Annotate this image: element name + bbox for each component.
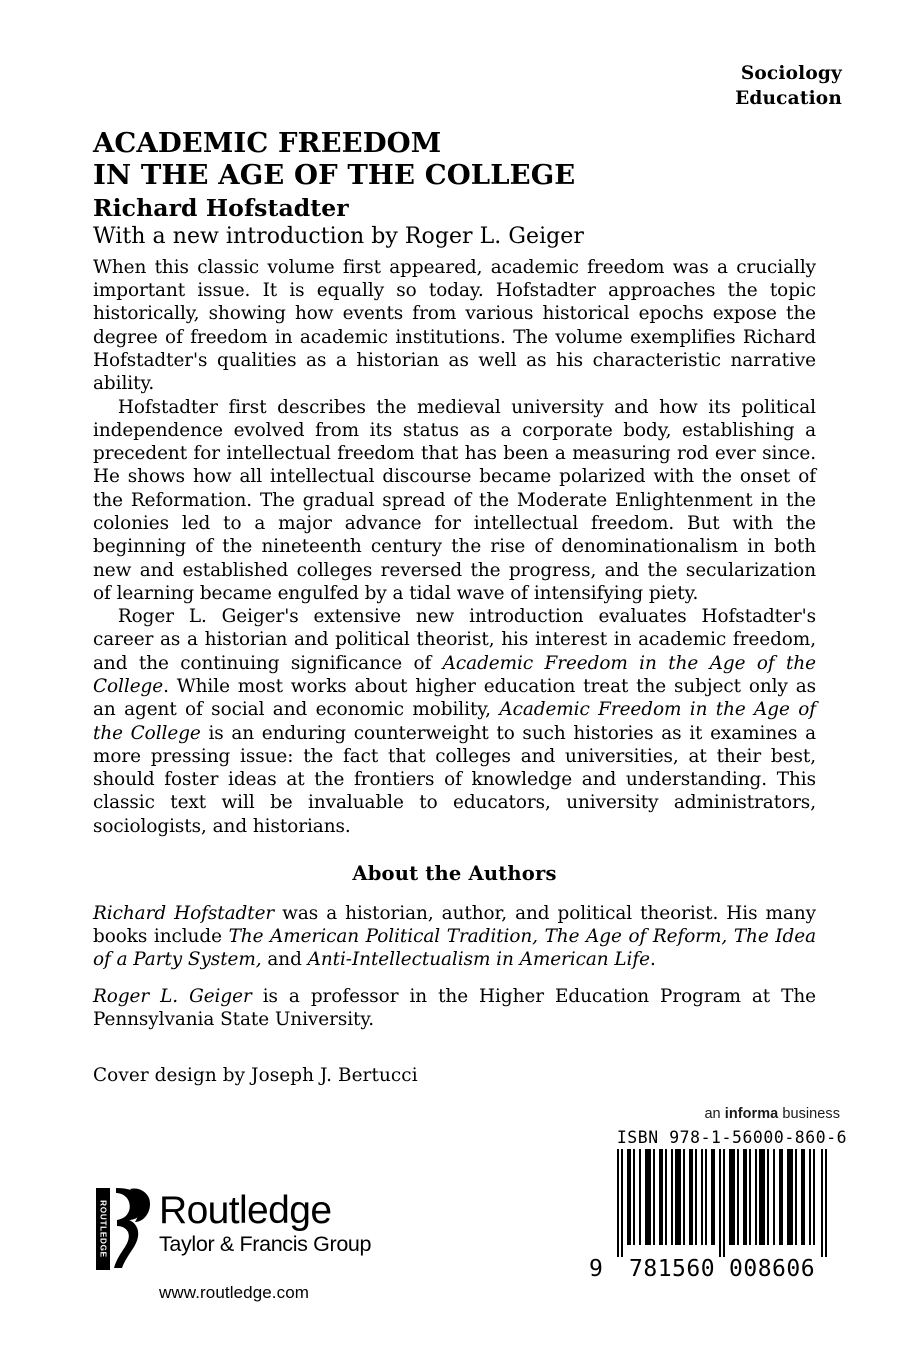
bio-geiger-text: is a professor in the Higher Education Program at The Pennsylvania State University.	[93, 985, 816, 1031]
introduction-credit: With a new introduction by Roger L. Geiger	[93, 223, 584, 249]
cover-design-credit: Cover design by Joseph J. Bertucci	[93, 1065, 418, 1087]
ean13-digits	[589, 1256, 849, 1282]
book-title-line-2: IN THE AGE OF THE COLLEGE	[93, 158, 576, 191]
isbn-number: 978-1-56000-860-6	[669, 1128, 848, 1147]
book-author: Richard Hofstadter	[93, 193, 349, 222]
routledge-r-face-icon	[112, 1186, 152, 1270]
blurb-p3-text-1: Roger L. Geiger's extensive new introduction evaluates Hofstadter's career as a historian and political theorist, his interest in academic freedom, and the continuing significance of	[93, 606, 816, 674]
routledge-wordmark	[159, 1186, 371, 1258]
category-sociology: Sociology	[740, 63, 842, 84]
blurb-p3-text-2: . While most works about higher education treat the subject only as an agent of social and economic mobility,	[93, 675, 816, 721]
isbn-label: ISBN	[616, 1128, 659, 1147]
category-education: Education	[735, 87, 842, 109]
ean-right-group: 008606	[729, 1256, 816, 1282]
informa-prefix: an	[704, 1106, 725, 1122]
bio-hofstadter-text-2: and	[261, 949, 308, 971]
bio-hofstadter-book-titles: The American Political Tradition, The Age of Reform, The Idea of a Party System,	[93, 926, 816, 971]
cover-content	[93, 128, 816, 1088]
blurb-paragraph-2: Hofstadter first describes the medieval university and how its political independence evolved from its status as a corporate body, establishing a precedent for intellectual freedom that has been a measuring rod ever since. He shows how all intellectual discourse became polarized with the onset of the Reformation. The gradual spread of the Moderate Enlightenment in the colonies led to a major advance for intellectual freedom. But with the beginning of the nineteenth century the rise of denominationalism in both new and established colleges reversed the progress, and the secularization of learning became engulfed by a tidal wave of intensifying piety.	[93, 396, 816, 604]
bio-hofstadter-book-title-last: Anti-Intellectualism in American Life	[307, 949, 650, 971]
bio-hofstadter-text-1: was a historian, author, and political theorist. His many books include	[93, 902, 816, 948]
about-the-authors-heading: About the Authors	[352, 861, 557, 885]
blurb-p3-book-title-1: Academic Freedom in the Age of the College	[93, 652, 816, 697]
routledge-logo-block	[96, 1186, 396, 1303]
ean-lead-digit: 9	[589, 1256, 604, 1282]
routledge-website-url[interactable]: www.routledge.com	[159, 1283, 310, 1302]
blurb-paragraph-3	[93, 605, 816, 838]
isbn-text	[615, 1128, 849, 1147]
blurb-p3-book-title-2: Academic Freedom in the Age of the College	[93, 699, 816, 744]
blurb-paragraph-1: When this classic volume first appeared, academic freedom was a crucially important issue. It is equally so today. Hofstadter approaches the topic historically, showing how events from various historical epochs expose the degree of freedom in academic institutions. The volume exemplifies Richard Hofstadter's qualities as a historian as well as his characteristic narrative ability.	[93, 256, 816, 395]
author-bio-geiger	[93, 985, 816, 1032]
routledge-spine-bar	[96, 1188, 110, 1270]
ean13-barcode	[615, 1149, 833, 1257]
book-title	[93, 128, 816, 192]
routledge-spine-label: ROUTLEDGE	[98, 1200, 108, 1258]
bio-name-geiger: Roger L. Geiger	[93, 985, 252, 1007]
informa-business-line	[704, 1106, 840, 1122]
blurb-p3-text-3: is an enduring counterweight to such histories as it examines a more pressing issue: the fact that colleges and universities, at their best, should foster ideas at the frontiers of knowledge and understanding. This classic text will be invaluable to educators, university administrators, sociologists, and historians.	[93, 722, 816, 837]
category-labels	[735, 62, 842, 111]
book-title-line-1: ACADEMIC FREEDOM	[93, 127, 442, 159]
routledge-logo-icon	[96, 1186, 152, 1270]
author-bio-hofstadter	[93, 902, 816, 972]
routledge-subtitle: Taylor & Francis Group	[159, 1232, 372, 1257]
routledge-name: Routledge	[159, 1189, 332, 1232]
routledge-logo-row	[96, 1186, 396, 1270]
bio-hofstadter-period: .	[649, 949, 656, 971]
informa-brand: informa	[724, 1106, 779, 1122]
bio-name-hofstadter: Richard Hofstadter	[93, 902, 275, 924]
barcode-block	[589, 1128, 849, 1282]
informa-suffix: business	[778, 1106, 840, 1122]
ean-left-group: 781560	[629, 1256, 716, 1282]
